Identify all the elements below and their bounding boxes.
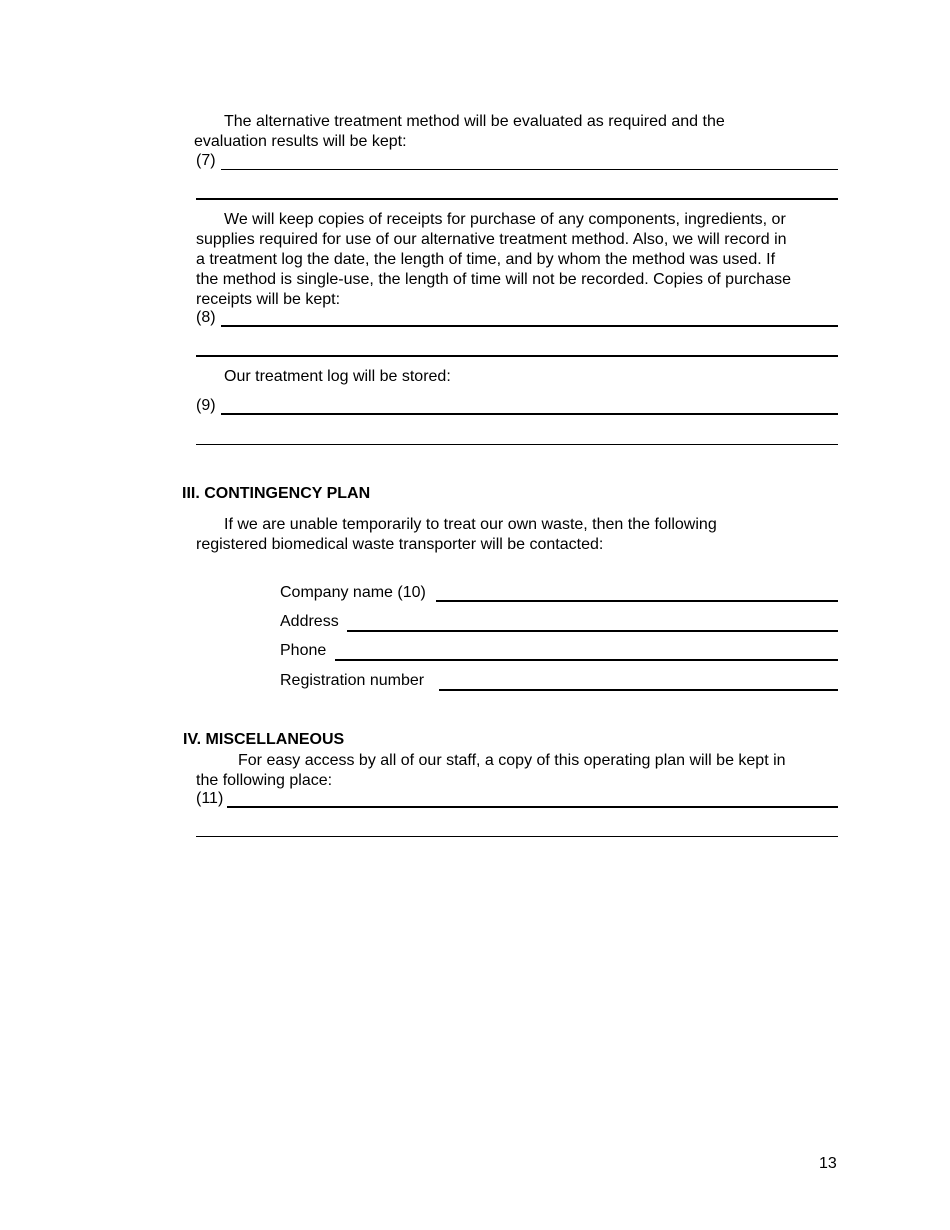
field-9-continuation-line[interactable] (196, 444, 838, 445)
field-7-number: (7) (196, 152, 216, 169)
miscellaneous-text-line1: For easy access by all of our staff, a copy of this operating plan will be kept in (238, 752, 786, 769)
section-8-text-line1: We will keep copies of receipts for purchase of any components, ingredients, or (224, 211, 786, 228)
page-number: 13 (819, 1155, 837, 1172)
field-8-continuation-line[interactable] (196, 355, 838, 357)
contingency-text-line2: registered biomedical waste transporter will be contacted: (196, 536, 604, 553)
field-9-number: (9) (196, 397, 216, 414)
company-name-input-line[interactable] (436, 600, 838, 602)
phone-input-line[interactable] (335, 659, 838, 661)
field-11-number: (11) (196, 790, 224, 807)
registration-number-input-line[interactable] (439, 689, 838, 691)
address-label: Address (280, 613, 339, 630)
contingency-plan-heading: III. CONTINGENCY PLAN (182, 485, 371, 502)
section-7-text-line2: evaluation results will be kept: (194, 133, 407, 150)
section-8-text-line3: a treatment log the date, the length of time, and by whom the method was used. If (196, 251, 776, 268)
field-9-input-line[interactable] (221, 413, 838, 415)
section-8-text-line4: the method is single-use, the length of time will not be recorded. Copies of purchase (196, 271, 791, 288)
company-name-label: Company name (10) (280, 584, 426, 601)
field-11-input-line[interactable] (227, 806, 838, 808)
field-8-input-line[interactable] (221, 325, 838, 327)
section-8-text-line2: supplies required for use of our alternative treatment method. Also, we will record in (196, 231, 787, 248)
field-7-input-line[interactable] (221, 169, 838, 170)
field-8-number: (8) (196, 309, 216, 326)
field-7-continuation-line[interactable] (196, 198, 838, 200)
field-11-continuation-line[interactable] (196, 836, 838, 837)
miscellaneous-text-line2: the following place: (196, 772, 333, 789)
section-9-text: Our treatment log will be stored: (224, 368, 451, 385)
contingency-text-line1: If we are unable temporarily to treat our own waste, then the following (224, 516, 717, 533)
registration-number-label: Registration number (280, 672, 425, 689)
address-input-line[interactable] (347, 630, 838, 632)
miscellaneous-heading: IV. MISCELLANEOUS (183, 731, 345, 748)
section-7-text-line1: The alternative treatment method will be evaluated as required and the (224, 113, 725, 130)
section-8-text-line5: receipts will be kept: (196, 291, 341, 308)
phone-label: Phone (280, 642, 327, 659)
